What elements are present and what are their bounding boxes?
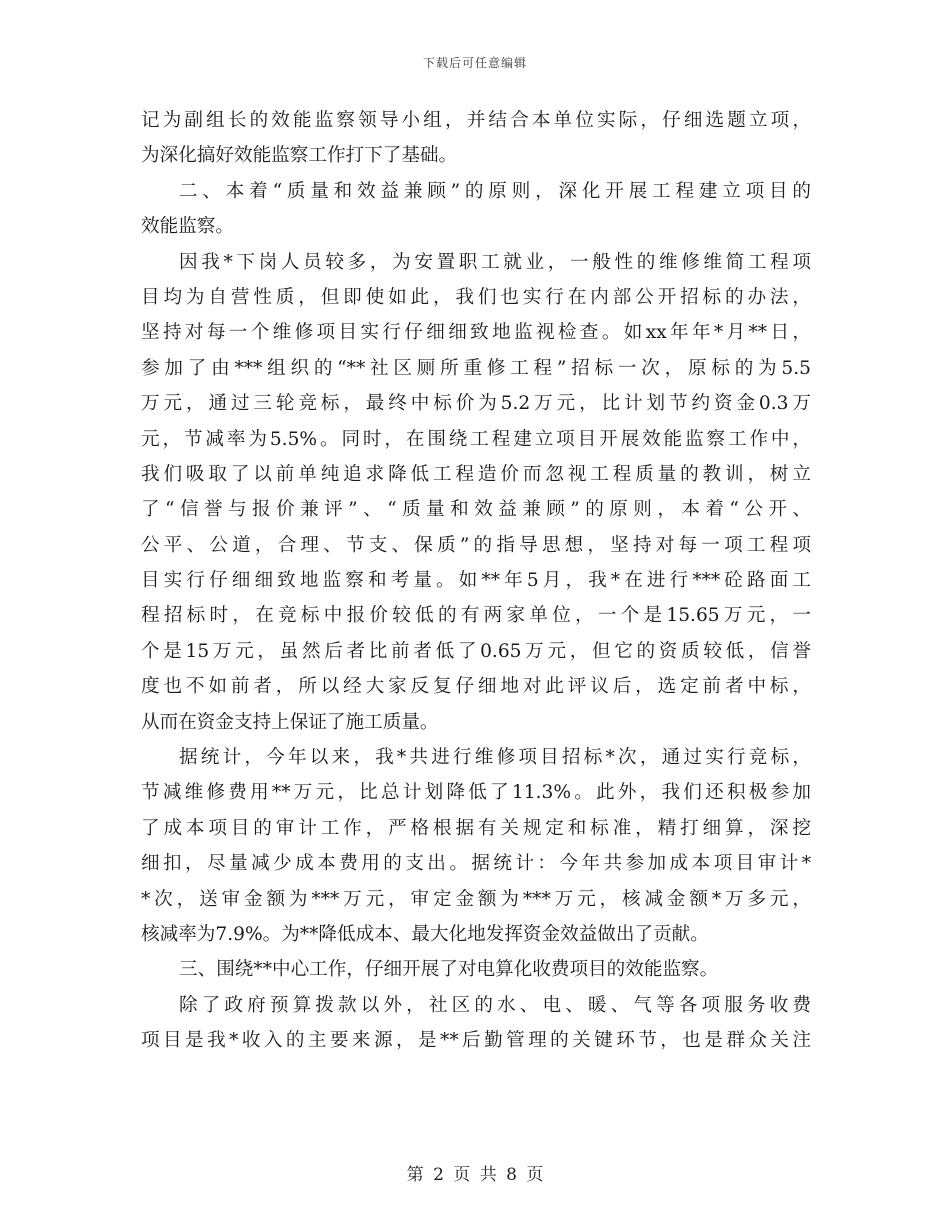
text-line: 效能监察。 (141, 216, 234, 238)
text-line: 三、围绕**中心工作，仔细开展了对电算化收费项目的效能监察。 (179, 959, 719, 981)
text-line: *次，送审金额为***万元，审定金额为***万元，核减金额*万多元， (141, 888, 811, 910)
text-line: 目均为自营性质，但即使如此，我们也实行在内部公开招标的办法， (141, 286, 811, 308)
text-line: 二、本着“质量和效益兼顾”的原则，深化开展工程建立项目的 (179, 180, 811, 202)
text-line: 元，节减率为5.5%。同时，在围绕工程建立项目开展效能监察工作中， (141, 428, 811, 450)
text-line: 为深化搞好效能监察工作打下了基础。 (141, 145, 458, 167)
text-line: 我们吸取了以前单纯追求降低工程造价而忽视工程质量的教训，树立 (141, 463, 811, 485)
text-line: 个是15万元，虽然后者比前者低了0.65万元，但它的资质较低，信誉 (141, 640, 811, 662)
text-line: 从而在资金支持上保证了施工质量。 (141, 711, 439, 733)
text-line: 度也不如前者，所以经大家反复仔细地对此评议后，选定前者中标， (141, 676, 811, 698)
text-line: 核减率为7.9%。为**降低成本、最大化地发挥资金效益做出了贡献。 (141, 923, 709, 945)
text-line: 万元，通过三轮竞标，最终中标价为5.2万元，比计划节约资金0.3万 (141, 393, 811, 415)
text-line: 节减维修费用**万元，比总计划降低了11.3%。此外，我们还积极参加 (141, 782, 811, 804)
text-line: 除了政府预算拨款以外，社区的水、电、暖、气等各项服务收费 (179, 994, 811, 1016)
text-line: 了成本项目的审计工作，严格根据有关规定和标准，精打细算，深挖 (141, 817, 811, 839)
text-line: 项目是我*收入的主要来源，是**后勤管理的关键环节，也是群众关注 (141, 1030, 811, 1052)
text-line: 参加了由***组织的“**社区厕所重修工程”招标一次，原标的为5.5 (141, 357, 811, 379)
page-number: 第 2 页 共 8 页 (406, 1165, 544, 1185)
page-header-note: 下载后可任意编辑 (422, 56, 527, 70)
text-line: 记为副组长的效能监察领导小组，并结合本单位实际，仔细选题立项， (141, 110, 811, 131)
text-line: 了“信誉与报价兼评”、“质量和效益兼顾”的原则，本着“公开、 (141, 499, 811, 521)
text-line: 据统计，今年以来，我*共进行维修项目招标*次，通过实行竞标， (179, 747, 811, 769)
document-body (141, 103, 811, 1059)
text-line: 目实行仔细细致地监察和考量。如**年5月，我*在进行***砼路面工 (141, 570, 811, 592)
text-line: 坚持对每一个维修项目实行仔细细致地监视检查。如xx年年*月**日， (141, 322, 811, 344)
text-line: 公平、公道，合理、节支、保质”的指导思想，坚持对每一项工程项 (141, 534, 811, 556)
text-line: 因我*下岗人员较多，为安置职工就业，一般性的维修维简工程项 (179, 251, 811, 273)
text-line: 细扣，尽量减少成本费用的支出。据统计：今年共参加成本项目审计* (141, 853, 811, 875)
text-line: 程招标时，在竞标中报价较低的有两家单位，一个是15.65万元，一 (141, 605, 811, 627)
